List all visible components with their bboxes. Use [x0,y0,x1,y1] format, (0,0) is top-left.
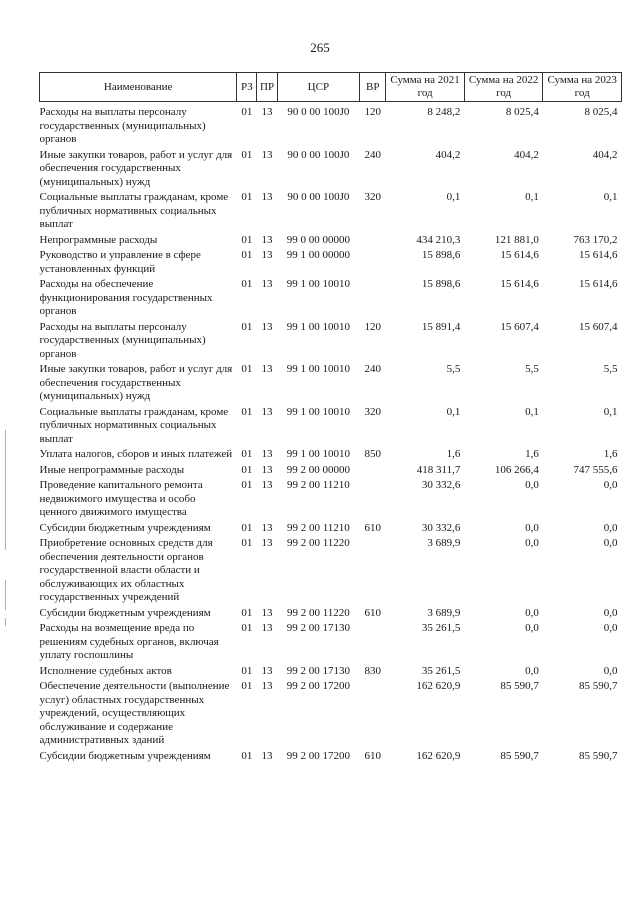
row-sum-2022: 1,6 [525,448,539,460]
scan-margin-mark [5,430,6,550]
row-sum-2023: 15 614,6 [579,278,618,290]
header-vr: ВР [360,73,386,102]
row-sum-2023: 0,1 [603,191,618,203]
row-csr: 99 1 00 10010 [286,278,350,290]
header-sum-2023: Сумма на 2023 год [543,73,622,102]
row-sum-2023: 8 025,4 [584,106,618,118]
row-rz: 01 [241,233,253,246]
row-sum-2022: 0,0 [525,664,539,677]
row-sum-2021: 1,6 [446,448,461,460]
table-row [40,278,622,321]
table-row [40,191,622,234]
row-csr: 99 2 00 11220 [286,537,350,549]
row-csr: 90 0 00 100J0 [287,191,350,203]
row-pr: 13 [261,233,273,246]
table-row [40,321,622,364]
row-name: Иные закупки товаров, работ и услуг для обеспечения государственных (муниципальных) нужд [39,363,233,402]
row-pr: 13 [261,405,273,418]
row-rz: 01 [241,622,253,634]
table-row [40,680,622,750]
row-pr: 13 [261,106,273,118]
table-row [40,537,622,607]
row-vr: 610 [364,521,381,534]
scan-margin-mark [5,618,6,626]
row-csr: 90 0 00 100J0 [287,106,350,118]
row-vr: 120 [364,106,381,118]
row-vr [360,234,386,250]
table-row [40,363,622,406]
row-csr: 99 1 00 10010 [286,320,350,333]
row-name: Расходы на обеспечение функционирования государственных органов [39,278,213,317]
row-sum-2021: 30 332,6 [421,479,461,491]
row-pr: 13 [261,479,273,491]
row-rz: 01 [241,664,253,677]
table-row [40,622,622,665]
row-sum-2021: 30 332,6 [421,521,461,534]
row-rz: 01 [241,320,253,333]
row-sum-2022: 8 025,4 [505,106,539,118]
header-name: Наименование [40,73,237,102]
row-sum-2023: 0,0 [603,622,618,634]
row-csr: 99 2 00 11210 [286,521,350,534]
row-vr [360,622,386,665]
row-pr: 13 [261,537,273,549]
row-sum-2021: 162 620,9 [416,749,461,762]
row-sum-2022: 15 607,4 [500,320,539,333]
row-vr: 240 [364,363,381,375]
scan-margin-mark [5,580,6,610]
row-pr: 13 [261,680,273,692]
row-name: Иные непрограммные расходы [39,463,185,476]
row-pr: 13 [261,320,273,333]
header-sum-2021: Сумма на 2021 год [386,73,465,102]
row-sum-2022: 0,0 [525,622,539,634]
header-pr: ПР [257,73,277,102]
row-sum-2023: 85 590,7 [579,749,618,762]
row-name: Уплата налогов, сборов и иных платежей [39,448,233,460]
row-csr: 99 2 00 11210 [286,479,350,491]
row-sum-2021: 15 891,4 [421,320,461,333]
row-sum-2023: 15 614,6 [579,249,618,261]
row-vr: 850 [364,448,381,460]
row-csr: 99 2 00 17200 [286,680,350,692]
row-sum-2022: 0,0 [525,521,539,534]
row-csr: 99 2 00 11220 [286,606,350,619]
header-sum-2022: Сумма на 2022 год [464,73,543,102]
row-sum-2021: 404,2 [435,148,461,161]
table-row [40,102,622,149]
table-row [40,464,622,480]
table-row [40,750,622,766]
row-sum-2022: 0,1 [525,405,539,418]
row-name: Непрограммные расходы [39,233,158,246]
row-vr [360,249,386,278]
row-vr: 320 [364,191,381,203]
row-csr: 90 0 00 100J0 [287,148,350,161]
row-csr: 99 2 00 00000 [286,463,350,476]
row-pr: 13 [261,664,273,677]
row-name: Расходы на возмещение вреда по решениям судебных органов, включая уплату госпошлины [39,622,219,661]
row-sum-2022: 404,2 [514,148,539,161]
row-name: Расходы на выплаты персоналу государственных (муниципальных) органов [39,106,206,145]
row-sum-2023: 0,0 [603,537,618,549]
row-rz: 01 [241,249,253,261]
row-sum-2022: 15 614,6 [500,278,539,290]
row-rz: 01 [241,749,253,762]
table-row [40,522,622,538]
row-sum-2022: 85 590,7 [500,749,539,762]
row-pr: 13 [261,148,273,161]
row-rz: 01 [241,463,253,476]
row-sum-2023: 763 170,2 [573,233,618,246]
table-row [40,607,622,623]
row-rz: 01 [241,278,253,290]
row-rz: 01 [241,537,253,549]
row-csr: 99 2 00 17130 [286,622,350,634]
row-sum-2021: 3 689,9 [427,537,461,549]
row-pr: 13 [261,278,273,290]
row-sum-2023: 85 590,7 [579,680,618,692]
row-rz: 01 [241,606,253,619]
page-number: 265 [310,40,330,55]
row-sum-2022: 106 266,4 [494,463,539,476]
row-name: Расходы на выплаты персоналу государственных (муниципальных) органов [39,320,206,360]
row-rz: 01 [241,448,253,460]
row-sum-2022: 85 590,7 [500,680,539,692]
row-pr: 13 [261,191,273,203]
row-name: Субсидии бюджетным учреждениям [39,521,211,534]
row-sum-2023: 5,5 [603,363,618,375]
row-vr [360,479,386,522]
row-sum-2023: 1,6 [603,448,618,460]
row-vr [360,537,386,607]
row-pr: 13 [261,249,273,261]
row-rz: 01 [241,363,253,375]
row-pr: 13 [261,363,273,375]
row-sum-2021: 15 898,6 [421,278,461,290]
row-name: Социальные выплаты гражданам, кроме публичных нормативных социальных выплат [39,191,229,230]
row-sum-2022: 0,0 [525,537,539,549]
row-csr: 99 1 00 10010 [286,363,350,375]
row-name: Исполнение судебных актов [39,664,172,677]
row-sum-2021: 35 261,5 [421,622,461,634]
row-sum-2022: 121 881,0 [494,233,539,246]
row-csr: 99 2 00 17130 [286,664,350,677]
row-vr [360,278,386,321]
row-csr: 99 1 00 10010 [286,405,350,418]
row-vr [360,680,386,750]
row-sum-2022: 0,1 [525,191,539,203]
budget-table [39,72,622,765]
table-header-row [40,73,622,102]
row-csr: 99 1 00 00000 [286,249,350,261]
row-sum-2021: 0,1 [446,405,461,418]
row-sum-2021: 162 620,9 [416,680,461,692]
row-pr: 13 [261,749,273,762]
row-vr: 240 [364,148,381,161]
row-sum-2021: 8 248,2 [427,106,461,118]
table-row [40,149,622,192]
header-csr: ЦСР [277,73,360,102]
row-rz: 01 [241,106,253,118]
row-sum-2021: 5,5 [446,363,461,375]
table-row [40,448,622,464]
row-rz: 01 [241,521,253,534]
row-sum-2021: 35 261,5 [421,664,461,677]
row-sum-2023: 0,0 [603,606,618,619]
row-pr: 13 [261,521,273,534]
table-row [40,249,622,278]
row-sum-2023: 15 607,4 [579,320,618,333]
row-vr: 320 [364,405,381,418]
row-vr: 610 [364,749,381,762]
row-pr: 13 [261,463,273,476]
row-sum-2023: 0,0 [603,664,618,677]
row-rz: 01 [241,148,253,161]
row-name: Субсидии бюджетным учреждениям [39,749,211,762]
row-sum-2022: 15 614,6 [500,249,539,261]
row-rz: 01 [241,479,253,491]
row-csr: 99 2 00 17200 [286,749,350,762]
table-row [40,406,622,449]
row-sum-2023: 0,1 [603,405,618,418]
header-rz: РЗ [237,73,257,102]
row-sum-2023: 0,0 [603,521,618,534]
row-pr: 13 [261,622,273,634]
row-rz: 01 [241,680,253,692]
row-name: Субсидии бюджетным учреждениям [39,606,211,619]
row-vr: 610 [364,606,381,619]
table-row [40,665,622,681]
row-rz: 01 [241,405,253,418]
row-name: Обеспечение деятельности (выполнение услуг) областных государственных учреждений, осуществляющих обслуживание и содержание административных зданий [39,680,230,746]
table-row [40,479,622,522]
row-sum-2022: 0,0 [525,606,539,619]
row-sum-2023: 0,0 [603,479,618,491]
row-sum-2022: 5,5 [525,363,539,375]
row-sum-2021: 0,1 [446,191,461,203]
row-sum-2021: 434 210,3 [416,233,461,246]
table-row [40,234,622,250]
row-name: Руководство и управление в сфере установленных функций [39,249,201,275]
row-vr: 120 [364,320,381,333]
row-sum-2021: 3 689,9 [427,606,461,619]
row-name: Иные закупки товаров, работ и услуг для обеспечения государственных (муниципальных) нужд [39,148,233,188]
row-name: Приобретение основных средств для обеспечения деятельности органов государственной власти области и обслуживающих их областных государственных учреждений [39,537,213,603]
row-csr: 99 1 00 10010 [286,448,350,460]
row-sum-2021: 418 311,7 [416,463,461,476]
row-sum-2023: 747 555,6 [573,463,618,476]
row-pr: 13 [261,448,273,460]
row-vr: 830 [364,664,381,677]
row-name: Социальные выплаты гражданам, кроме публичных нормативных социальных выплат [39,405,229,445]
row-sum-2023: 404,2 [592,148,618,161]
row-vr [360,464,386,480]
row-rz: 01 [241,191,253,203]
row-pr: 13 [261,606,273,619]
row-sum-2021: 15 898,6 [421,249,461,261]
row-csr: 99 0 00 00000 [286,233,350,246]
row-name: Проведение капитального ремонта недвижимого имущества и особо ценного движимого имущества [39,479,203,518]
row-sum-2022: 0,0 [525,479,539,491]
